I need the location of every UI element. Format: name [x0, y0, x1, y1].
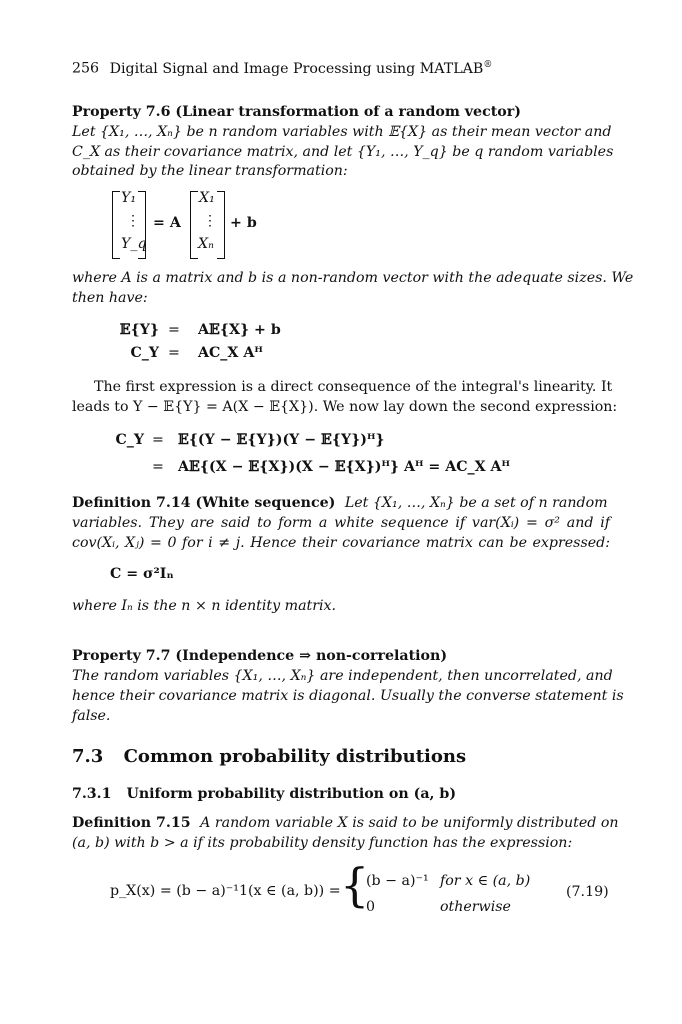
eq3-lhs: C_Y [115, 432, 144, 448]
section-heading [72, 746, 466, 767]
definition-7-14-text1: Let {X₁, …, Xₙ} be a set of n random [344, 495, 608, 511]
eq4-rhs: A𝔼{(X − 𝔼{X})(X − 𝔼{X})ᴴ} Aᴴ = AC_X Aᴴ [178, 459, 510, 475]
definition-7-15-line1 [72, 815, 619, 831]
registered-mark: ® [483, 60, 493, 70]
matrix-y-dots: ⋮ [126, 213, 141, 229]
property-7-6-title: Property 7.6 (Linear transformation of a random vector) [72, 104, 521, 120]
white-covariance-eq: C = σ²Iₙ [110, 566, 174, 582]
right-bracket [138, 191, 146, 259]
property-7-7-line3: false. [72, 708, 111, 724]
matrix-plus-b: + b [230, 215, 257, 231]
left-bracket [190, 191, 198, 259]
left-bracket [112, 191, 120, 259]
paragraph-line2: leads to Y − 𝔼{Y} = A(X − 𝔼{X}). We now lay down the second expression: [72, 399, 618, 415]
equation-number: (7.19) [566, 884, 609, 900]
property-7-7-title: Property 7.7 (Independence ⇒ non-correlation) [72, 648, 448, 664]
identity-note: where Iₙ is the n × n identity matrix. [72, 598, 337, 614]
matrix-x-dots: ⋮ [203, 213, 218, 229]
paragraph-line1: The first expression is a direct consequence of the integral's linearity. It [94, 379, 613, 395]
matrix-x1: X₁ [199, 190, 215, 206]
eq2-rhs: AC_X Aᴴ [198, 345, 263, 361]
section-number: 7.3 [72, 746, 104, 767]
property-7-7-line1: The random variables {X₁, …, Xₙ} are independent, then uncorrelated, and [72, 668, 613, 684]
property-7-6-line2: C_X as their covariance matrix, and let {Y₁, …, Y_q} be q random variables [72, 144, 614, 160]
definition-7-14-title: Definition 7.14 (White sequence) [72, 495, 336, 511]
property-7-6-line1: Let {X₁, …, Xₙ} be n random variables with 𝔼{X} as their mean vector and [72, 124, 612, 140]
case2-condition: otherwise [440, 899, 511, 915]
definition-7-15-text1: A random variable X is said to be uniformly distributed on [200, 815, 619, 831]
eq1-rhs: A𝔼{X} + b [198, 322, 281, 338]
matrix-equals-a: = A [153, 215, 181, 231]
case2-value: 0 [366, 899, 376, 915]
eq1-lhs: 𝔼{Y} [119, 322, 159, 338]
running-header [72, 60, 492, 77]
case1-condition: for x ∈ (a, b) [440, 873, 531, 889]
eq3-rhs: 𝔼{(Y − 𝔼{Y})(Y − 𝔼{Y})ᴴ} [178, 432, 385, 448]
subsection-number: 7.3.1 [72, 786, 112, 802]
book-title: Digital Signal and Image Processing using MATLAB [109, 60, 484, 77]
eq1-equals: = [168, 322, 180, 338]
where-line1: where A is a matrix and b is a non-random vector with the adequate sizes. We [72, 270, 634, 286]
matrix-xn: Xₙ [198, 236, 214, 252]
uniform-pdf-lhs: p_X(x) = (b − a)⁻¹1(x ∈ (a, b)) = [110, 883, 341, 899]
definition-7-15-line2: (a, b) with b > a if its probability density function has the expression: [72, 835, 573, 851]
where-line2: then have: [72, 290, 148, 306]
right-bracket [217, 191, 225, 259]
eq4-equals: = [152, 459, 164, 475]
matrix-yq: Y_q [121, 236, 147, 252]
case1-value: (b − a)⁻¹ [366, 873, 429, 889]
subsection-heading [72, 786, 456, 802]
eq2-equals: = [168, 345, 180, 361]
page-number: 256 [72, 60, 100, 77]
property-7-7-line2: hence their covariance matrix is diagonal. Usually the converse statement is [72, 688, 624, 704]
property-7-6-line3: obtained by the linear transformation: [72, 163, 348, 179]
definition-7-14-line3: cov(Xᵢ, Xⱼ) = 0 for i ≠ j. Hence their covariance matrix can be expressed: [72, 535, 610, 551]
definition-7-14-line2: variables. They are said to form a white sequence if var(Xᵢ) = σ² and if [72, 515, 610, 531]
definition-7-14-line1 [72, 495, 610, 511]
eq3-equals: = [152, 432, 164, 448]
section-title: Common probability distributions [123, 746, 467, 767]
matrix-y1: Y₁ [121, 190, 137, 206]
eq2-lhs: C_Y [130, 345, 159, 361]
cases-brace: { [340, 858, 370, 912]
subsection-title: Uniform probability distribution on (a, b) [126, 786, 457, 802]
definition-7-15-title: Definition 7.15 [72, 815, 191, 831]
